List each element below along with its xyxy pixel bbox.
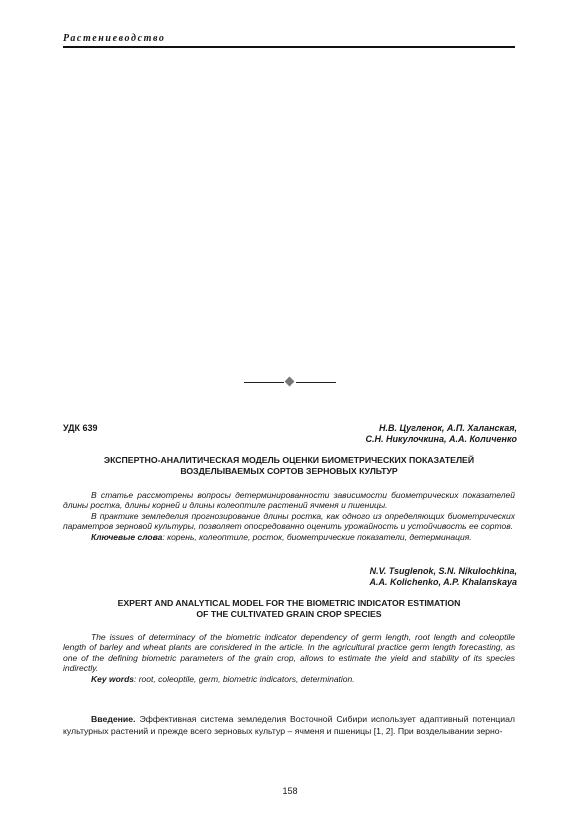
authors-en <box>369 566 517 588</box>
authors-ru <box>366 423 517 445</box>
authors-ru-line: Н.В. Цугленок, А.П. Халанская, <box>379 423 517 433</box>
title-en-line: EXPERT AND ANALYTICAL MODEL FOR THE BIOMETRIC INDICATOR ESTIMATION <box>117 598 461 608</box>
ornament-diamond-icon <box>285 377 295 387</box>
keywords-en <box>63 674 515 684</box>
abstract-en-paragraph: The issues of determinacy of the biometric indicator dependency of germ length, root length and coleoptile length of barley and wheat plants are considered in the article. In the agricultural practice germ length forecasting, as one of the defining biometric parameters of the grain crop, allows to estimate the yield and stability of its species indirectly. <box>63 632 515 674</box>
authors-ru-line: С.Н. Никулочкина, А.А. Количенко <box>365 434 517 444</box>
abstract-ru-paragraph: В практике земледелия прогнозирование длины ростка, как одного из определяющих биометрических параметров зерновой культуры, позволяет опосредованно оценить урожайность и устойчивость ее сортов. <box>63 510 515 532</box>
title-ru-line: ЭКСПЕРТНО-АНАЛИТИЧЕСКАЯ МОДЕЛЬ ОЦЕНКИ БИОМЕТРИЧЕСКИХ ПОКАЗАТЕЛЕЙ <box>103 455 475 465</box>
intro-paragraph <box>63 714 515 737</box>
ornament-line-left <box>244 382 284 383</box>
keywords-en-text: : root, coleoptile, germ, biometric indicators, determination. <box>134 673 355 684</box>
intro-label: Введение. <box>91 714 136 724</box>
keywords-ru <box>63 532 515 542</box>
article-title-en <box>63 598 515 619</box>
authors-en-line: N.V. Tsuglenok, S.N. Nikulochkina, <box>369 566 517 576</box>
abstract-ru <box>63 490 515 542</box>
keywords-ru-text: : корень, колеоптиле, росток, биометрические показатели, детерминация. <box>162 531 472 542</box>
abstract-ru-paragraph: В статье рассмотрены вопросы детерминированности зависимости биометрических показателей длины ростка, длины корней и длины колеоптиле растений ячменя и пшеницы. <box>63 490 515 511</box>
keywords-ru-label: Ключевые слова <box>91 531 163 542</box>
title-en-line: OF THE CULTIVATED GRAIN CROP SPECIES <box>196 608 382 619</box>
authors-en-line: A.A. Kolichenko, A.P. Khalanskaya <box>369 577 517 587</box>
intro-text: Эффективная система земледелия Восточной Сибири использует адаптивный потенциал культурных растений и прежде всего зерновых культур – ячменя и пшеницы [1, 2]. При возделывании зерно- <box>63 714 515 736</box>
title-ru-line: ВОЗДЕЛЫВАЕМЫХ СОРТОВ ЗЕРНОВЫХ КУЛЬТУР <box>180 465 398 476</box>
abstract-en <box>63 632 515 684</box>
keywords-en-label: Key words <box>91 673 134 684</box>
page-number: 158 <box>282 786 298 796</box>
journal-section-title: Растениеводство <box>63 33 166 44</box>
introduction <box>63 714 515 737</box>
udk-code: УДК 639 <box>63 423 98 433</box>
article-title-ru <box>63 455 515 476</box>
header-rule <box>63 46 515 48</box>
ornament-line-right <box>296 382 336 383</box>
